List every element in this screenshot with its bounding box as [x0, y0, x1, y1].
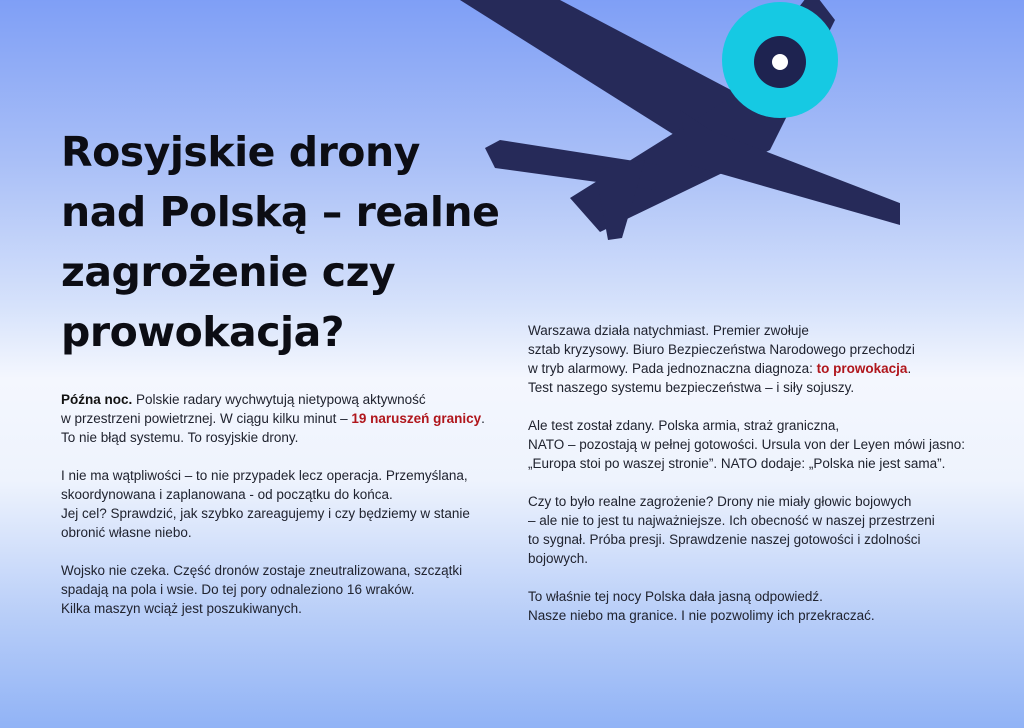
text-span: w przestrzeni powietrznej. W ciągu kilku minut –	[61, 411, 352, 426]
text-line: To właśnie tej nocy Polska dała jasną odpowiedź.	[528, 589, 823, 604]
text-line: sztab kryzysowy. Biuro Bezpieczeństwa Narodowego przechodzi	[528, 342, 915, 357]
text-line: Test naszego systemu bezpieczeństwa – i siły sojuszy.	[528, 380, 855, 395]
text-line: Kilka maszyn wciąż jest poszukiwanych.	[61, 601, 302, 616]
text-line: I nie ma wątpliwości – to nie przypadek lecz operacja. Przemyślana,	[61, 468, 468, 483]
text-line: obronić własne niebo.	[61, 525, 192, 540]
text-line: To nie błąd systemu. To rosyjskie drony.	[61, 430, 299, 445]
paragraph	[528, 416, 978, 473]
text-line: skoordynowana i zaplanowana - od początku do końca.	[61, 487, 393, 502]
page-title: Rosyjskie drony nad Polską – realne zagrożenie czy prowokacja?	[61, 128, 500, 356]
text-line: Ale test został zdany. Polska armia, straż graniczna,	[528, 418, 840, 433]
text-line: to sygnał. Próba presji. Sprawdzenie naszej gotowości i zdolności	[528, 532, 921, 547]
text-line: Warszawa działa natychmiast. Premier zwołuje	[528, 323, 809, 338]
text-line: – ale nie to jest tu najważniejsze. Ich obecność w naszej przestrzeni	[528, 513, 935, 528]
text-line: Czy to było realne zagrożenie? Drony nie miały głowic bojowych	[528, 494, 912, 509]
text-line: bojowych.	[528, 551, 589, 566]
highlight-text: 19 naruszeń granicy	[351, 411, 482, 426]
paragraph	[528, 321, 978, 397]
text-line: spadają na pola i wsie. Do tej pory odnaleziono 16 wraków.	[61, 582, 415, 597]
text-line: NATO – pozostają w pełnej gotowości. Ursula von der Leyen mówi jasno:	[528, 437, 965, 452]
text-line: Nasze niebo ma granice. I nie pozwolimy ich przekraczać.	[528, 608, 875, 623]
right-column	[528, 321, 978, 644]
paragraph	[61, 466, 501, 542]
text-span: Polskie radary wychwytują nietypową aktywność	[132, 392, 426, 407]
text-span: w tryb alarmowy. Pada jednoznaczna diagnoza:	[528, 361, 817, 376]
paragraph	[528, 587, 978, 625]
text-line: „Europa stoi po waszej stronie”. NATO dodaje: „Polska nie jest sama”.	[528, 456, 946, 471]
text-line	[528, 359, 978, 378]
text-span: .	[907, 361, 912, 376]
text-line: Jej cel? Sprawdzić, jak szybko zareagujemy i czy będziemy w stanie	[61, 506, 470, 521]
highlight-text: to prowokacja	[816, 361, 908, 376]
target-center	[772, 54, 788, 70]
left-column	[61, 390, 501, 637]
paragraph	[528, 492, 978, 568]
text-line	[61, 390, 501, 409]
paragraph	[61, 561, 501, 618]
lead-bold-text: Późna noc.	[61, 392, 133, 407]
drone-plane-icon	[440, 0, 900, 240]
text-line: Wojsko nie czeka. Część dronów zostaje zneutralizowana, szczątki	[61, 563, 463, 578]
paragraph	[61, 390, 501, 447]
text-span: .	[481, 411, 485, 426]
text-line	[61, 409, 501, 428]
